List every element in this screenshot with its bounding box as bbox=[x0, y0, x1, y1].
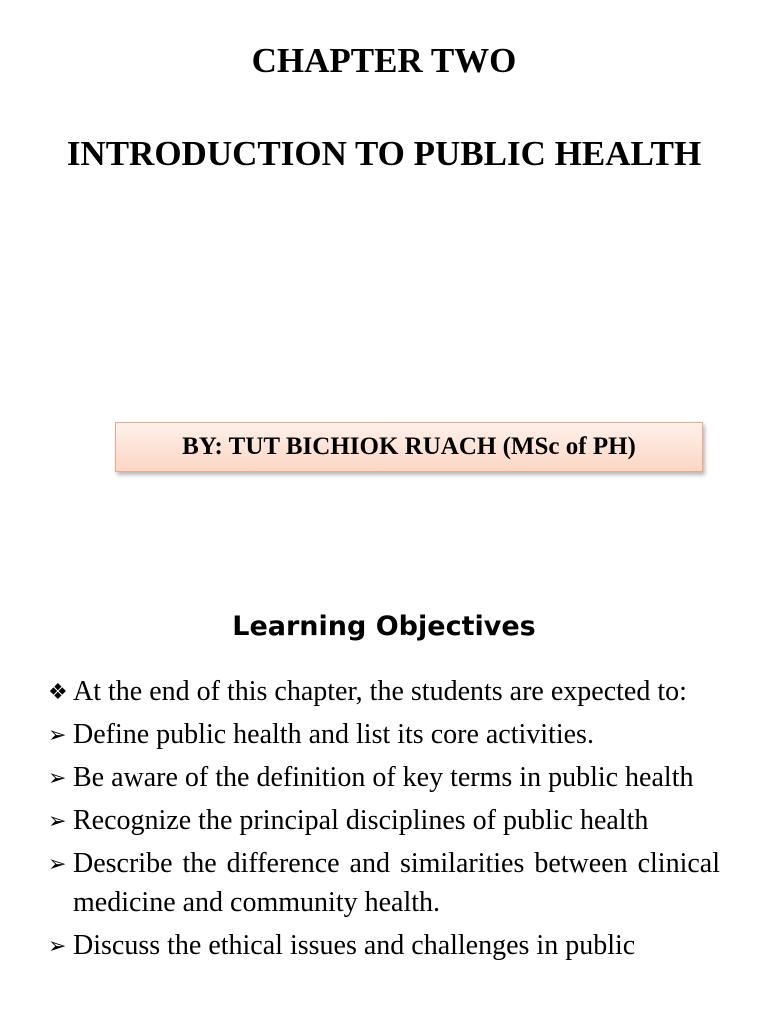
list-item-text: Discuss the ethical issues and challenges in public bbox=[73, 930, 636, 961]
slide-title: INTRODUCTION TO PUBLIC HEALTH bbox=[66, 134, 702, 173]
learning-objectives-heading: Learning Objectives bbox=[232, 611, 536, 642]
list-item-text: Describe the difference and similarities between clinical medicine and community health. bbox=[73, 848, 720, 918]
objectives-list bbox=[48, 672, 720, 969]
list-item bbox=[48, 672, 720, 711]
chapter-heading: CHAPTER TWO bbox=[251, 41, 517, 80]
objectives-slide bbox=[0, 560, 768, 1024]
arrow-bullet-icon: ➢ bbox=[48, 808, 67, 833]
arrow-bullet-icon: ➢ bbox=[48, 765, 67, 790]
arrow-bullet-icon: ➢ bbox=[48, 851, 67, 876]
list-item bbox=[48, 926, 720, 965]
list-item-text: At the end of this chapter, the students are expected to: bbox=[73, 676, 687, 707]
arrow-bullet-icon: ➢ bbox=[48, 722, 67, 747]
list-item-text: Recognize the principal disciplines of public health bbox=[73, 805, 649, 836]
list-item bbox=[48, 801, 720, 840]
arrow-bullet-icon: ➢ bbox=[48, 933, 67, 958]
diamond-bullet-icon: ❖ bbox=[48, 679, 68, 704]
list-item bbox=[48, 758, 720, 797]
list-item bbox=[48, 715, 720, 754]
list-item bbox=[48, 844, 720, 922]
list-item-text: Define public health and list its core activities. bbox=[73, 719, 594, 750]
author-byline: BY: TUT BICHIOK RUACH (MSc of PH) bbox=[115, 422, 703, 472]
list-item-text: Be aware of the definition of key terms in public health bbox=[73, 762, 694, 793]
